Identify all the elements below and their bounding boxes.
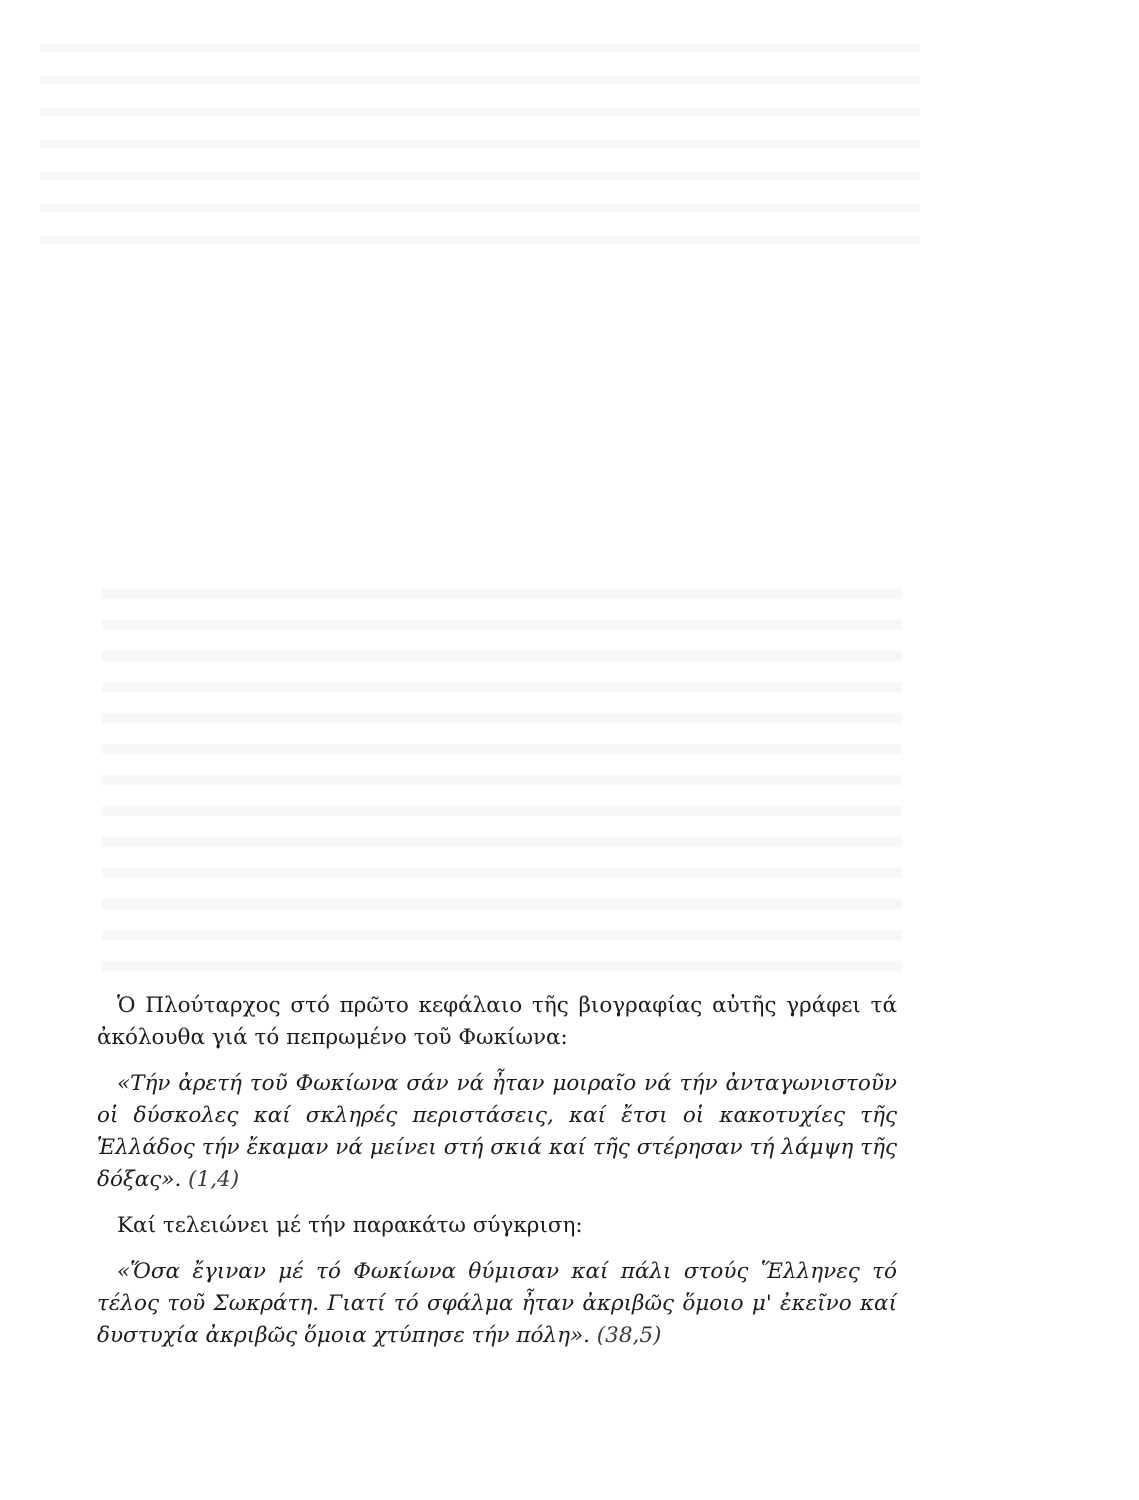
quote-text-2: «Ὅσα ἔγιναν μέ τό Φωκίωνα θύμισαν καί πάλι στούς Ἕλληνες τό τέλος τοῦ Σωκράτη. Γιατί τό σφάλμα ἦταν ἀκριβῶς ὅμοιο μ' ἐκεῖνο καί δυστυχία ἀκριβῶς ὅμοια χτύπησε τήν πόλη». [97, 1259, 897, 1348]
quote-citation-2: (38,5) [596, 1323, 662, 1348]
lead-paragraph: Καί τελειώνει μέ τήν παρακάτω σύγκριση: [117, 1213, 583, 1238]
intro-paragraph: Ὁ Πλούταρχος στό πρῶτο κεφάλαιο τῆς βιογραφίας αὐτῆς γράφει τά ἀκόλουθα γιά τό πεπρωμένο τοῦ Φωκίωνα: [97, 993, 897, 1050]
main-text [97, 990, 897, 1352]
quote-citation-1: (1,4) [188, 1167, 240, 1192]
faded-top-lines [40, 20, 920, 244]
quote-paragraph-2 [97, 1256, 897, 1352]
quote-text-1: «Τήν ἀρετή τοῦ Φωκίωνα σάν νά ἦταν μοιραῖο νά τήν ἀνταγωνιστοῦν οἱ δύσκολες καί σκληρές περιστάσεις, καί ἔτσι οἱ κακοτυχίες τῆς Ἑλλάδος τήν ἔκαμαν νά μείνει στή σκιά καί τῆς στέρησαν τή λάμψη τῆς δόξας». [97, 1071, 897, 1192]
faded-body-lines [102, 568, 902, 971]
quote-paragraph-1 [97, 1068, 897, 1196]
